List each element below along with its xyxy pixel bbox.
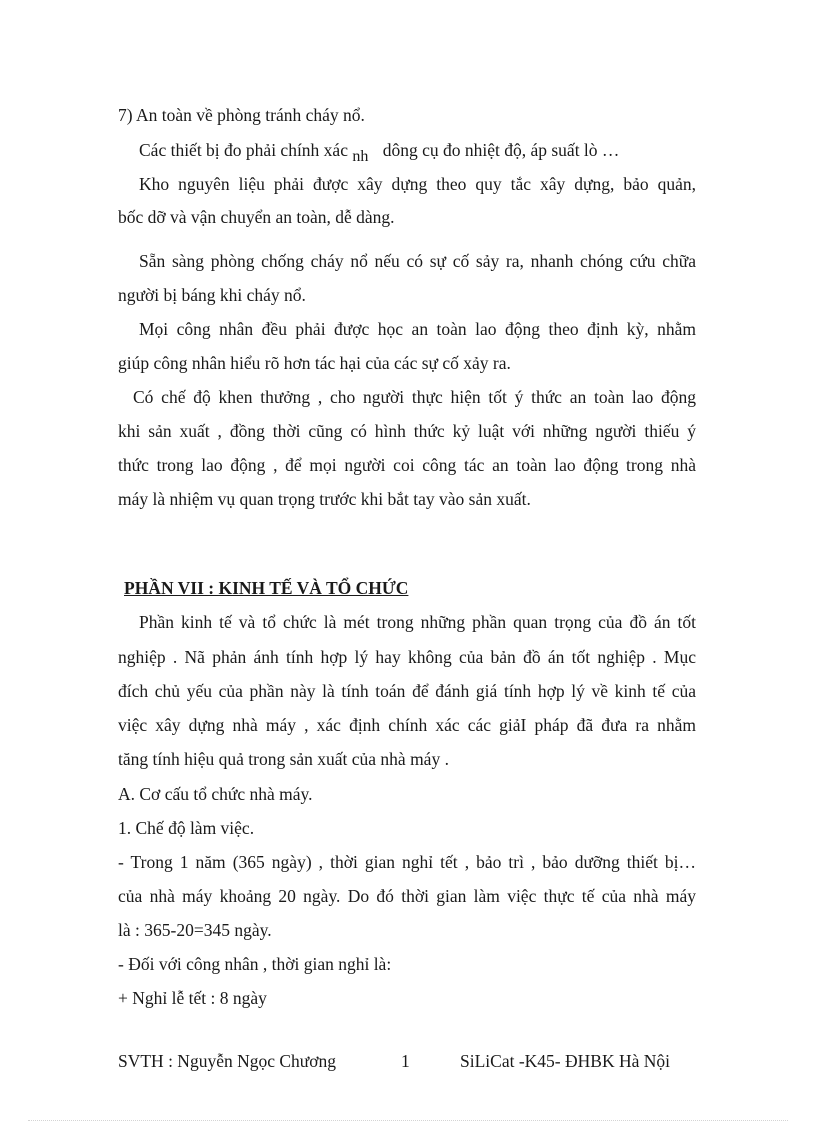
paragraph-rewards-line-4: máy là nhiệm vụ quan trọng trước khi bắt tay vào sản xuất. bbox=[118, 489, 531, 509]
paragraph-fire-ready-line-1: Sẵn sàng phòng chống cháy nổ nếu có sự cố sảy ra, nhanh chóng cứu chữa bbox=[139, 251, 696, 271]
intro-line-2: nghiệp . Nã phản ánh tính hợp lý hay không của bản đồ án tốt nghiệp . Mục bbox=[118, 647, 696, 667]
part-7-heading: PHẦN VII : KINH TẾ VÀ TỔ CHỨC bbox=[124, 578, 409, 598]
paragraph-measuring-devices bbox=[139, 139, 619, 163]
paragraph-storage-line-2: bốc dỡ và vận chuyển an toàn, dễ dàng. bbox=[118, 207, 395, 227]
intro-line-5: tăng tính hiệu quả trong sản xuất của nhà máy . bbox=[118, 749, 449, 769]
subheading-work-regime: 1. Chế độ làm việc. bbox=[118, 818, 255, 838]
paragraph-training-line-2: giúp công nhân hiểu rõ hơn tác hại của các sự cố xảy ra. bbox=[118, 353, 511, 373]
footer-institution: SiLiCat -K45- ĐHBK Hà Nội bbox=[460, 1051, 670, 1071]
footer-author: SVTH : Nguyễn Ngọc Chương bbox=[118, 1051, 337, 1071]
footer-page-number: 1 bbox=[401, 1051, 410, 1071]
measuring-devices-fragment: nh bbox=[352, 148, 369, 165]
intro-line-1: Phần kinh tế và tổ chức là mét trong những phần quan trọng của đồ án tốt bbox=[139, 612, 696, 632]
work-days-line-1: - Trong 1 năm (365 ngày) , thời gian nghỉ tết , bảo trì , bảo dưỡng thiết bị… bbox=[118, 852, 696, 872]
paragraph-fire-ready-line-2: người bị báng khi cháy nổ. bbox=[118, 285, 306, 305]
work-days-line-3: là : 365-20=345 ngày. bbox=[118, 920, 272, 940]
measuring-devices-text-a: Các thiết bị đo phải chính xác bbox=[139, 140, 348, 160]
paragraph-storage-line-1: Kho nguyên liệu phải được xây dựng theo quy tắc xây dựng, bảo quản, bbox=[139, 174, 696, 194]
measuring-devices-text-b: dông cụ đo nhiệt độ, áp suất lò … bbox=[382, 140, 620, 160]
worker-leave-holidays: + Nghỉ lễ tết : 8 ngày bbox=[118, 988, 267, 1008]
worker-leave-intro: - Đối với công nhân , thời gian nghỉ là: bbox=[118, 954, 392, 974]
page-bottom-divider bbox=[28, 1120, 788, 1121]
intro-line-4: việc xây dựng nhà máy , xác định chính xác các giảI pháp đã đưa ra nhằm bbox=[118, 715, 696, 735]
paragraph-rewards-line-2: khi sản xuất , đồng thời cũng có hình thức kỷ luật với những người thiếu ý bbox=[118, 421, 696, 441]
paragraph-rewards-line-3: thức trong lao động , để mọi người coi công tác an toàn lao động trong nhà bbox=[118, 455, 696, 475]
subheading-organization: A. Cơ cấu tổ chức nhà máy. bbox=[118, 784, 313, 804]
work-days-line-2: của nhà máy khoảng 20 ngày. Do đó thời gian làm việc thực tế của nhà máy bbox=[118, 886, 696, 906]
intro-line-3: đích chủ yếu của phần này là tính toán để đánh giá tính hợp lý về kinh tế của bbox=[118, 681, 696, 701]
paragraph-training-line-1: Mọi công nhân đều phải được học an toàn lao động theo định kỳ, nhằm bbox=[139, 319, 696, 339]
section-7-heading: 7) An toàn về phòng tránh cháy nổ. bbox=[118, 105, 365, 125]
paragraph-rewards-line-1: Có chế độ khen thưởng , cho người thực hiện tốt ý thức an toàn lao động bbox=[133, 387, 696, 407]
